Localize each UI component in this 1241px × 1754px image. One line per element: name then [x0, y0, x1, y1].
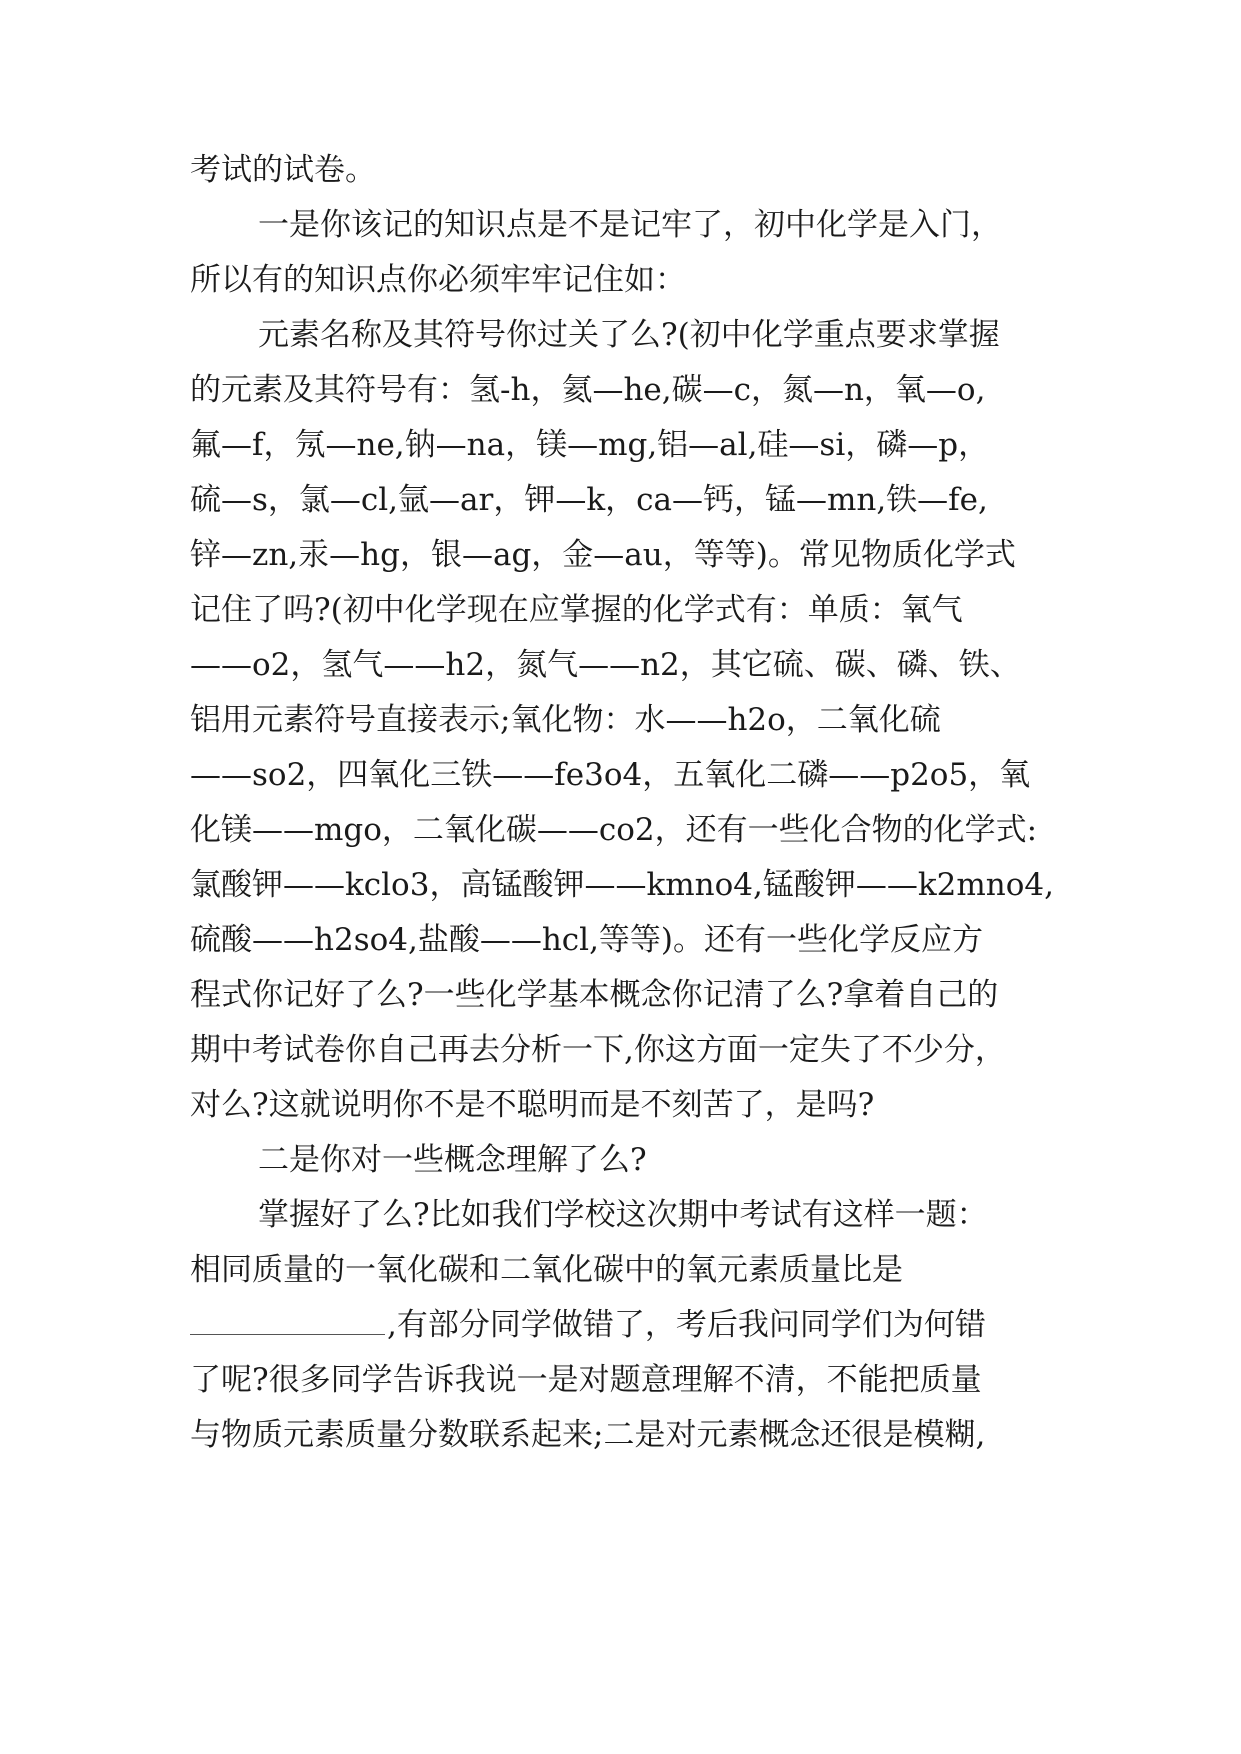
text-line: 元素名称及其符号你过关了么?(初中化学重点要求掌握	[258, 317, 1000, 353]
text-line: 考试的试卷。	[190, 152, 376, 188]
text-line: 的元素及其符号有：氢-h，氦—he,碳—c，氮—n，氧—o,	[190, 372, 986, 408]
answer-blank	[190, 1310, 385, 1335]
text-line: 所以有的知识点你必须牢牢记住如：	[190, 262, 686, 298]
text-line: 记住了吗?(初中化学现在应掌握的化学式有：单质：氧气	[190, 592, 963, 628]
text-line: 硫酸——h2so4,盐酸——hcl,等等)。还有一些化学反应方	[190, 922, 984, 958]
text-line: 化镁——mgo，二氧化碳——co2，还有一些化合物的化学式:	[190, 812, 1038, 848]
text-line: 硫—s，氯—cl,氩—ar，钾—k，ca—钙，锰—mn,铁—fe,	[190, 482, 988, 518]
text-segment: ,有部分同学做错了，考后我问同学们为何错	[387, 1307, 986, 1343]
text-line: 锌—zn,汞—hg，银—ag，金—au，等等)。常见物质化学式	[190, 537, 1016, 573]
text-line: 二是你对一些概念理解了么?	[258, 1142, 647, 1178]
text-line: 了呢?很多同学告诉我说一是对题意理解不清，不能把质量	[190, 1362, 982, 1398]
text-line: 氯酸钾——kclo3，高锰酸钾——kmno4,锰酸钾——k2mno4,	[190, 867, 1054, 903]
text-line: ——so2，四氧化三铁——fe3o4，五氧化二磷——p2o5，氧	[190, 757, 1031, 793]
text-line-with-blank	[190, 1305, 986, 1345]
text-line: 掌握好了么?比如我们学校这次期中考试有这样一题：	[258, 1197, 988, 1233]
text-line: 期中考试卷你自己再去分析一下,你这方面一定失了不少分，	[190, 1032, 1006, 1068]
text-line: 程式你记好了么?一些化学基本概念你记清了么?拿着自己的	[190, 977, 999, 1013]
text-line: 一是你该记的知识点是不是记牢了，初中化学是入门，	[258, 207, 1002, 243]
text-line: 对么?这就说明你不是不聪明而是不刻苦了，是吗?	[190, 1087, 875, 1123]
text-line: 氟—f，氖—ne,钠—na，镁—mg,铝—al,硅—si，磷—p，	[190, 427, 990, 463]
text-line: 铝用元素符号直接表示;氧化物：水——h2o，二氧化硫	[190, 702, 941, 738]
text-line: 与物质元素质量分数联系起来;二是对元素概念还很是模糊,	[190, 1417, 986, 1453]
text-line: ——o2，氢气——h2，氮气——n2，其它硫、碳、磷、铁、	[190, 647, 1021, 683]
text-line: 相同质量的一氧化碳和二氧化碳中的氧元素质量比是	[190, 1252, 903, 1288]
